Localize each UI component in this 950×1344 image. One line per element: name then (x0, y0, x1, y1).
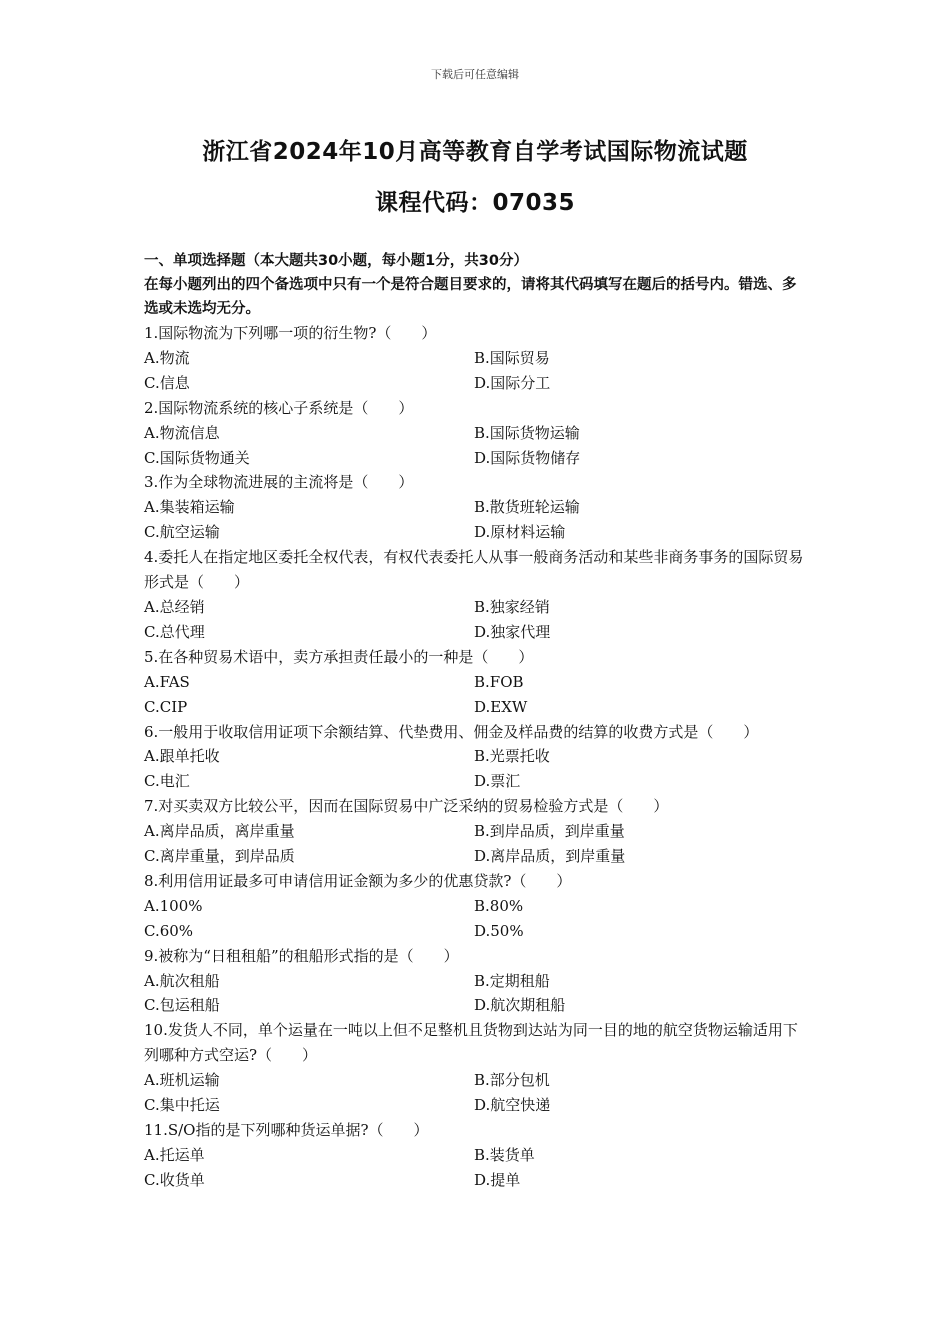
answer-option: D.国际货物储存 (474, 448, 581, 467)
section-instruction: 在每小题列出的四个备选项中只有一个是符合题目要求的，请将其代码填写在题后的括号内。错选、多选或未选均无分。 (144, 277, 797, 317)
answer-option: D.提单 (474, 1170, 521, 1189)
option-row (144, 371, 809, 396)
answer-option: B.定期租船 (474, 971, 550, 990)
answer-option: B.国际贸易 (474, 348, 550, 367)
answer-option: A.离岸品质，离岸重量 (144, 822, 295, 841)
option-row (144, 421, 809, 446)
question-text: 2.国际物流系统的核心子系统是（ ） (144, 398, 414, 417)
answer-option: A.集装箱运输 (144, 498, 235, 517)
answer-option: A.班机运输 (144, 1071, 220, 1090)
option-row (144, 595, 809, 620)
answer-option: C.总代理 (144, 622, 205, 641)
answer-option: C.包运租船 (144, 996, 220, 1015)
answer-option: D.50% (474, 921, 524, 940)
question-text: 8.利用信用证最多可申请信用证金额为多少的优惠贷款?（ ） (144, 871, 572, 890)
answer-option: A.物流 (144, 348, 190, 367)
answer-option: C.60% (144, 921, 194, 940)
option-row (144, 495, 809, 520)
question-text: 4.委托人在指定地区委托全权代表，有权代表委托人从事一般商务活动和某些非商务事务的国际贸易形式是（ ） (144, 548, 804, 592)
option-row (144, 1168, 809, 1193)
answer-option: A.FAS (144, 672, 190, 691)
question-text: 6.一般用于收取信用证项下余额结算、代垫费用、佣金及样品费的结算的收费方式是（ ） (144, 722, 759, 741)
question-text: 5.在各种贸易术语中，卖方承担责任最小的一种是（ ） (144, 647, 534, 666)
answer-option: C.国际货物通关 (144, 448, 250, 467)
answer-option: D.票汇 (474, 772, 521, 791)
option-row (144, 520, 809, 545)
answer-option: D.独家代理 (474, 622, 551, 641)
answer-option: C.收货单 (144, 1170, 205, 1189)
option-row (144, 769, 809, 794)
option-row (144, 695, 809, 720)
option-row (144, 894, 809, 919)
answer-option: D.离岸品质，到岸重量 (474, 847, 626, 866)
answer-option: D.航空快递 (474, 1096, 551, 1115)
option-row (144, 969, 809, 994)
question-text: 1.国际物流为下列哪一项的衍生物?（ ） (144, 324, 437, 342)
header-note: 下载后可任意编辑 (431, 68, 519, 81)
option-row (144, 993, 809, 1018)
answer-option: B.FOB (474, 672, 524, 691)
section-heading: 一、单项选择题（本大题共30小题，每小题1分，共30分） (144, 253, 528, 269)
answer-option: B.国际货物运输 (474, 423, 580, 442)
answer-option: D.原材料运输 (474, 523, 566, 542)
option-row (144, 1143, 809, 1168)
answer-option: A.托运单 (144, 1145, 205, 1164)
answer-option: B.光票托收 (474, 747, 550, 766)
option-row (144, 1093, 809, 1118)
option-row (144, 446, 809, 471)
answer-option: A.跟单托收 (144, 747, 220, 766)
answer-option: B.到岸品质，到岸重量 (474, 822, 625, 841)
answer-option: C.离岸重量，到岸品质 (144, 847, 295, 866)
option-row (144, 670, 809, 695)
answer-option: C.信息 (144, 373, 190, 392)
answer-option: C.集中托运 (144, 1096, 220, 1115)
answer-option: A.物流信息 (144, 423, 220, 442)
course-code: 课程代码：07035 (374, 190, 576, 216)
answer-option: D.航次期租船 (474, 996, 566, 1015)
answer-option: A.航次租船 (144, 971, 220, 990)
option-row (144, 1068, 809, 1093)
question-text: 3.作为全球物流进展的主流将是（ ） (144, 473, 414, 492)
page-title: 浙江省2024年10月高等教育自学考试国际物流试题 (202, 139, 748, 165)
answer-option: A.总经销 (144, 597, 205, 616)
question-text: 7.对买卖双方比较公平，因而在国际贸易中广泛采纳的贸易检验方式是（ ） (144, 797, 669, 816)
answer-option: C.CIP (144, 697, 188, 716)
answer-option: D.国际分工 (474, 373, 551, 392)
question-text: 11.S/O指的是下列哪种货运单据?（ ） (144, 1121, 429, 1139)
question-list (144, 321, 809, 1193)
option-row (144, 919, 809, 944)
option-row (144, 819, 809, 844)
option-row (144, 844, 809, 869)
question-text: 9.被称为“日租租船”的租船形式指的是（ ） (144, 946, 459, 965)
answer-option: C.航空运输 (144, 523, 220, 542)
answer-option: B.装货单 (474, 1145, 535, 1164)
answer-option: B.独家经销 (474, 597, 550, 616)
answer-option: A.100% (144, 896, 203, 915)
answer-option: C.电汇 (144, 772, 190, 791)
option-row (144, 620, 809, 645)
option-row (144, 346, 809, 371)
question-text: 10.发货人不同，单个运量在一吨以上但不足整机且货物到达站为同一目的地的航空货物运输适用下列哪种方式空运?（ ） (144, 1021, 798, 1065)
answer-option: B.80% (474, 896, 524, 915)
answer-option: D.EXW (474, 697, 528, 716)
answer-option: B.散货班轮运输 (474, 498, 580, 517)
answer-option: B.部分包机 (474, 1071, 550, 1090)
exam-body (144, 249, 809, 1193)
option-row (144, 744, 809, 769)
